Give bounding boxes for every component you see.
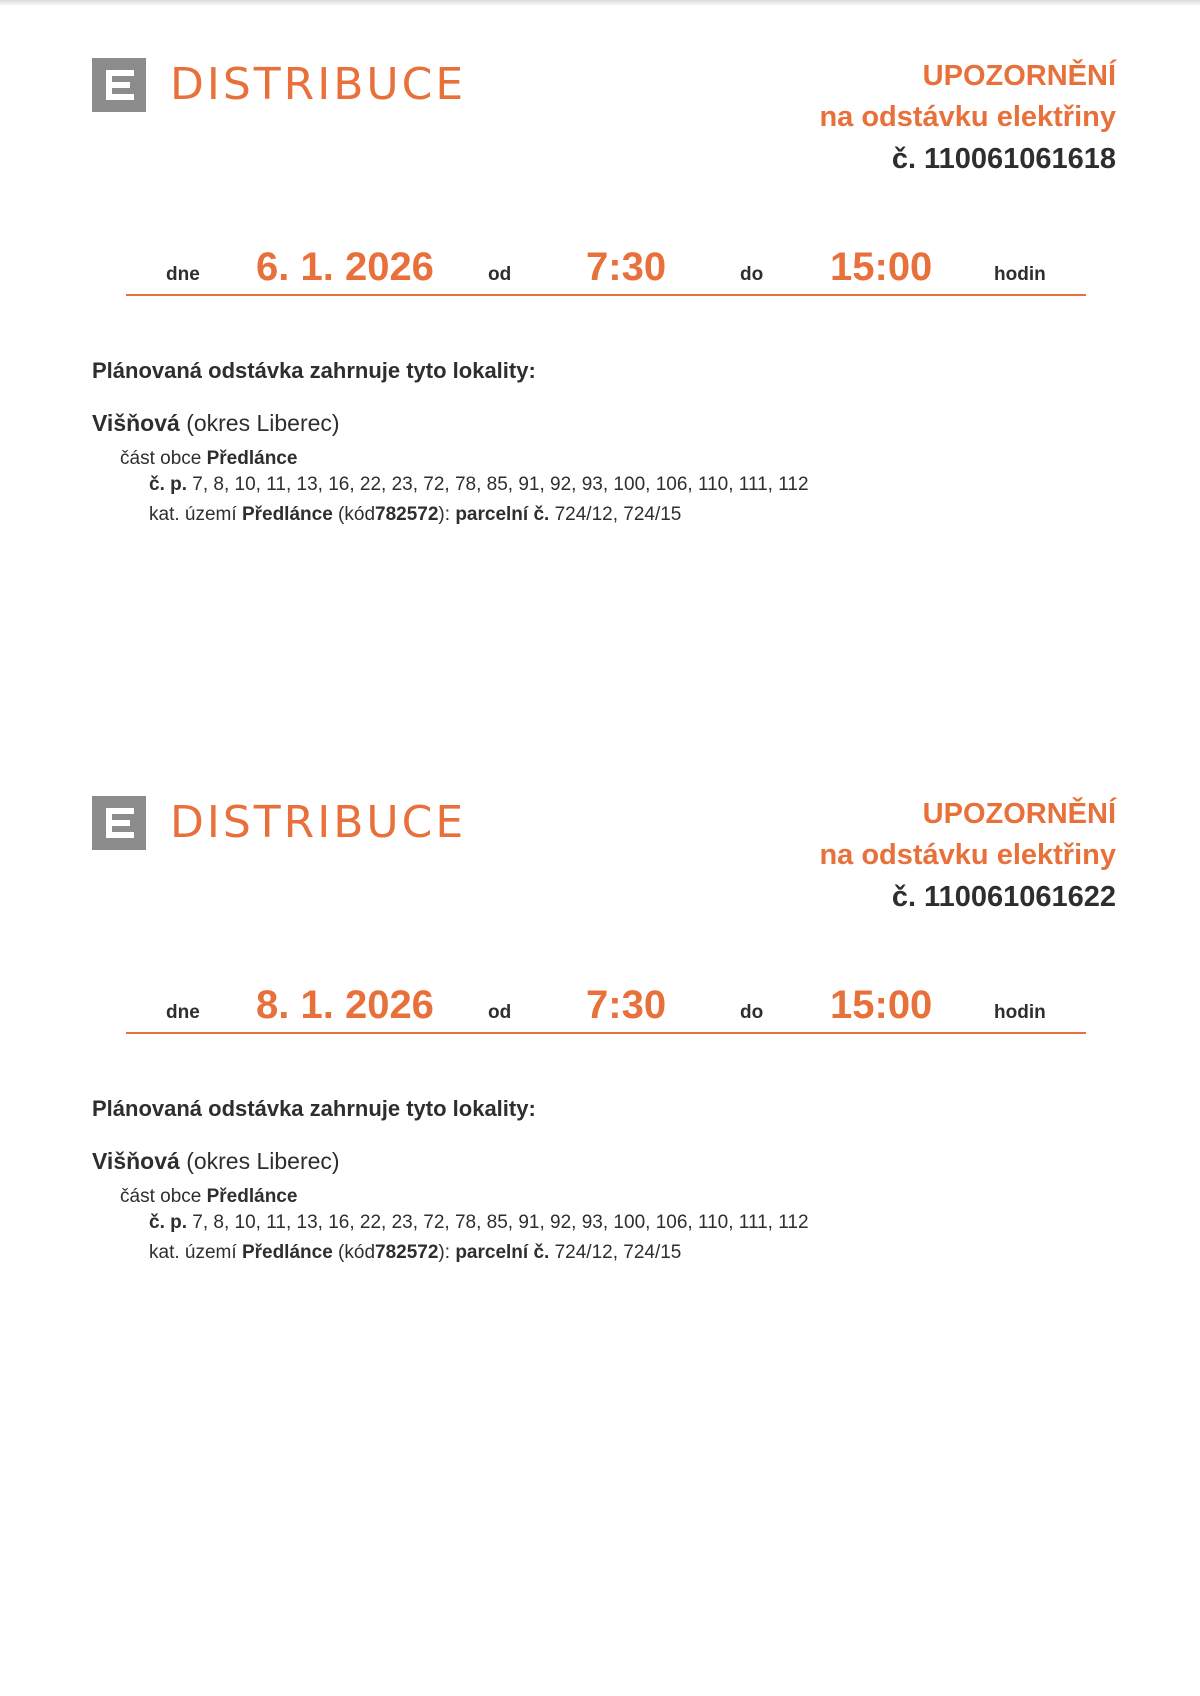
logo-text: DISTRIBUCE: [170, 797, 467, 848]
houses-list: 7, 8, 10, 11, 13, 16, 22, 23, 72, 78, 85, 91, 92, 93, 100, 106, 110, 111, 112: [192, 474, 809, 495]
notice-subtitle: na odstávku elektřiny: [819, 101, 1116, 133]
logo-text: DISTRIBUCE: [170, 59, 467, 110]
label-hodin: hodin: [994, 1002, 1046, 1023]
label-od: od: [488, 264, 512, 285]
cadastral-line: [149, 504, 681, 526]
cadastre-label: kat. území: [149, 1242, 237, 1263]
houses-list: 7, 8, 10, 11, 13, 16, 22, 23, 72, 78, 85, 91, 92, 93, 100, 106, 110, 111, 112: [192, 1212, 809, 1233]
cez-distribuce-logo: [92, 58, 466, 112]
code-open: (kód: [338, 1242, 376, 1263]
localities-intro: Plánovaná odstávka zahrnuje tyto lokality:: [92, 358, 536, 383]
cadastre-label: kat. území: [149, 504, 237, 525]
notice-number: č. 110061061622: [891, 881, 1116, 913]
cez-logo-icon: [92, 58, 146, 112]
municipality-part: [120, 448, 297, 470]
outage-time-row: [126, 238, 1086, 296]
notice-heading: [819, 56, 1116, 180]
village-name: Višňová: [92, 1148, 180, 1174]
outage-notice: [0, 0, 1200, 560]
cadastre-name: Předlánce: [241, 1242, 333, 1263]
outage-time-row: [126, 976, 1086, 1034]
localities-intro: Plánovaná odstávka zahrnuje tyto lokality:: [92, 1096, 536, 1121]
parcel-label: parcelní č.: [455, 1242, 550, 1263]
parcel-list: 724/12, 724/15: [554, 1242, 682, 1263]
label-dne: dne: [166, 1002, 200, 1023]
house-numbers: [149, 474, 809, 496]
part-name: Předlánce: [206, 1186, 298, 1207]
part-name: Předlánce: [206, 448, 298, 469]
outage-notice: [0, 738, 1200, 1298]
label-hodin: hodin: [994, 264, 1046, 285]
code-open: (kód: [338, 504, 376, 525]
time-from: 7:30: [586, 983, 667, 1027]
outage-date: 6. 1. 2026: [256, 245, 434, 289]
notice-subtitle: na odstávku elektřiny: [819, 839, 1116, 871]
cadastral-line: [149, 1242, 681, 1264]
notice-title: UPOZORNĚNÍ: [922, 60, 1116, 92]
district: (okres Liberec): [186, 410, 340, 436]
label-do: do: [740, 264, 764, 285]
cadastre-code: 782572: [375, 504, 439, 525]
label-do: do: [740, 1002, 764, 1023]
parcel-label: parcelní č.: [455, 504, 550, 525]
village-name: Višňová: [92, 410, 180, 436]
village-line: [92, 410, 340, 437]
cez-logo-icon: [92, 796, 146, 850]
part-label: část obce: [120, 1186, 202, 1207]
label-dne: dne: [166, 264, 200, 285]
village-line: [92, 1148, 340, 1175]
houses-label: č. p.: [149, 1212, 188, 1233]
cadastre-name: Předlánce: [241, 504, 333, 525]
notice-title: UPOZORNĚNÍ: [922, 798, 1116, 830]
notice-number: č. 110061061618: [891, 143, 1116, 175]
house-numbers: [149, 1212, 809, 1234]
district: (okres Liberec): [186, 1148, 340, 1174]
notice-heading: [819, 794, 1116, 918]
cadastre-code: 782572: [375, 1242, 439, 1263]
part-label: část obce: [120, 448, 202, 469]
outage-date: 8. 1. 2026: [256, 983, 434, 1027]
parcel-list: 724/12, 724/15: [554, 504, 682, 525]
cez-distribuce-logo: [92, 796, 466, 850]
time-to: 15:00: [830, 983, 933, 1027]
time-from: 7:30: [586, 245, 667, 289]
houses-label: č. p.: [149, 474, 188, 495]
label-od: od: [488, 1002, 512, 1023]
code-close: ):: [438, 1242, 451, 1263]
municipality-part: [120, 1186, 297, 1208]
code-close: ):: [438, 504, 451, 525]
time-to: 15:00: [830, 245, 933, 289]
